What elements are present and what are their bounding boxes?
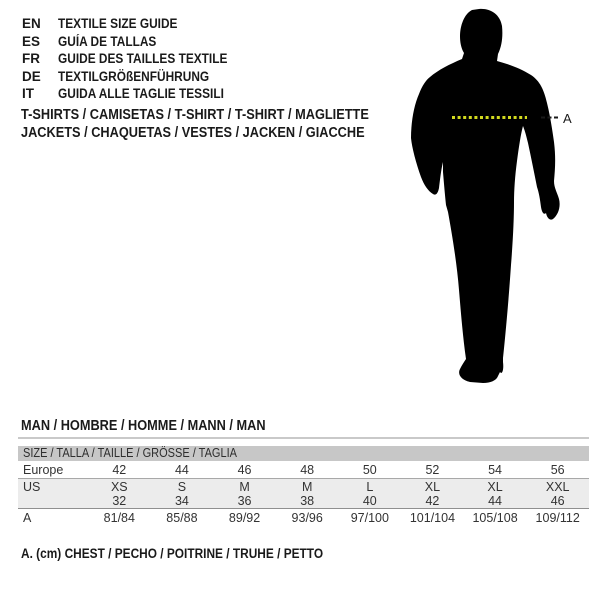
cell: XL (424, 479, 441, 494)
language-title: GUIDE DES TAILLES TEXTILE (58, 51, 228, 67)
language-code: EN (22, 16, 41, 32)
cell: 101/104 (409, 510, 456, 525)
measurement-footnote: A. (cm) CHEST / PECHO / POITRINE / TRUHE / PETTO (21, 546, 324, 561)
cell: 52 (425, 462, 440, 477)
cell: M (239, 479, 250, 494)
cell: 36 (237, 494, 252, 508)
table-row-us-numeric (18, 494, 589, 508)
cell: 81/84 (103, 510, 135, 525)
cell: 48 (300, 462, 315, 477)
row-label: A (23, 510, 32, 525)
cell: 109/112 (535, 510, 580, 525)
language-title: TEXTILGRÖßENFÜHRUNG (58, 68, 210, 84)
cell: 56 (550, 462, 565, 477)
table-gray-band (18, 479, 589, 508)
language-code: IT (22, 86, 34, 102)
cell: 44 (174, 462, 189, 477)
cell: 46 (237, 462, 252, 477)
cell: M (301, 479, 313, 494)
cell: 89/92 (228, 510, 261, 525)
cell: 93/96 (291, 510, 323, 525)
language-row-es (22, 33, 251, 51)
cell: 32 (112, 494, 127, 508)
man-silhouette-shape (411, 9, 560, 383)
language-row-en (22, 15, 251, 33)
row-label: Europe (23, 462, 64, 477)
cell: 85/88 (166, 510, 198, 525)
cell: 42 (112, 462, 127, 477)
cell: 42 (425, 494, 440, 508)
size-table (18, 437, 589, 526)
language-code: DE (22, 68, 41, 84)
language-code: FR (22, 51, 40, 67)
cell: L (366, 479, 374, 494)
category-tshirts: T-SHIRTS / CAMISETAS / T-SHIRT / T-SHIRT / MAGLIETTE (21, 107, 369, 123)
cell: 40 (362, 494, 377, 508)
cell: 38 (300, 494, 315, 508)
table-top-rule (18, 437, 589, 439)
cell: 34 (174, 494, 189, 508)
row-label: US (23, 479, 41, 494)
cell: XXL (545, 479, 570, 494)
language-title: GUIDA ALLE TAGLIE TESSILI (58, 86, 224, 102)
man-silhouette-svg (390, 0, 600, 400)
measure-label-a: A (563, 111, 572, 126)
garment-categories (21, 106, 416, 142)
cell: 105/108 (472, 510, 518, 525)
section-heading-man: MAN / HOMBRE / HOMME / MANN / MAN (21, 418, 266, 434)
cell: 54 (488, 462, 503, 477)
cell: 46 (550, 494, 565, 508)
language-title: GUÍA DE TALLAS (58, 33, 157, 49)
table-row-us (18, 479, 589, 494)
category-jackets: JACKETS / CHAQUETAS / VESTES / JACKEN / GIACCHE (21, 125, 365, 141)
table-row-europe (18, 461, 589, 478)
man-silhouette-figure (390, 0, 600, 400)
cell: 50 (362, 462, 377, 477)
language-title: TEXTILE SIZE GUIDE (58, 16, 178, 32)
cell: 97/100 (350, 510, 389, 525)
cell: XS (110, 479, 128, 494)
language-list (22, 15, 251, 103)
cell: 44 (488, 494, 503, 508)
language-row-it (22, 85, 251, 103)
cell: S (177, 479, 187, 494)
language-row-fr (22, 50, 251, 68)
language-code: ES (22, 33, 41, 49)
table-row-chest-a (18, 509, 589, 526)
cell: XL (487, 479, 503, 494)
language-row-de (22, 68, 251, 86)
size-table-header: SIZE / TALLA / TAILLE / GRÖSSE / TAGLIA (18, 446, 589, 461)
